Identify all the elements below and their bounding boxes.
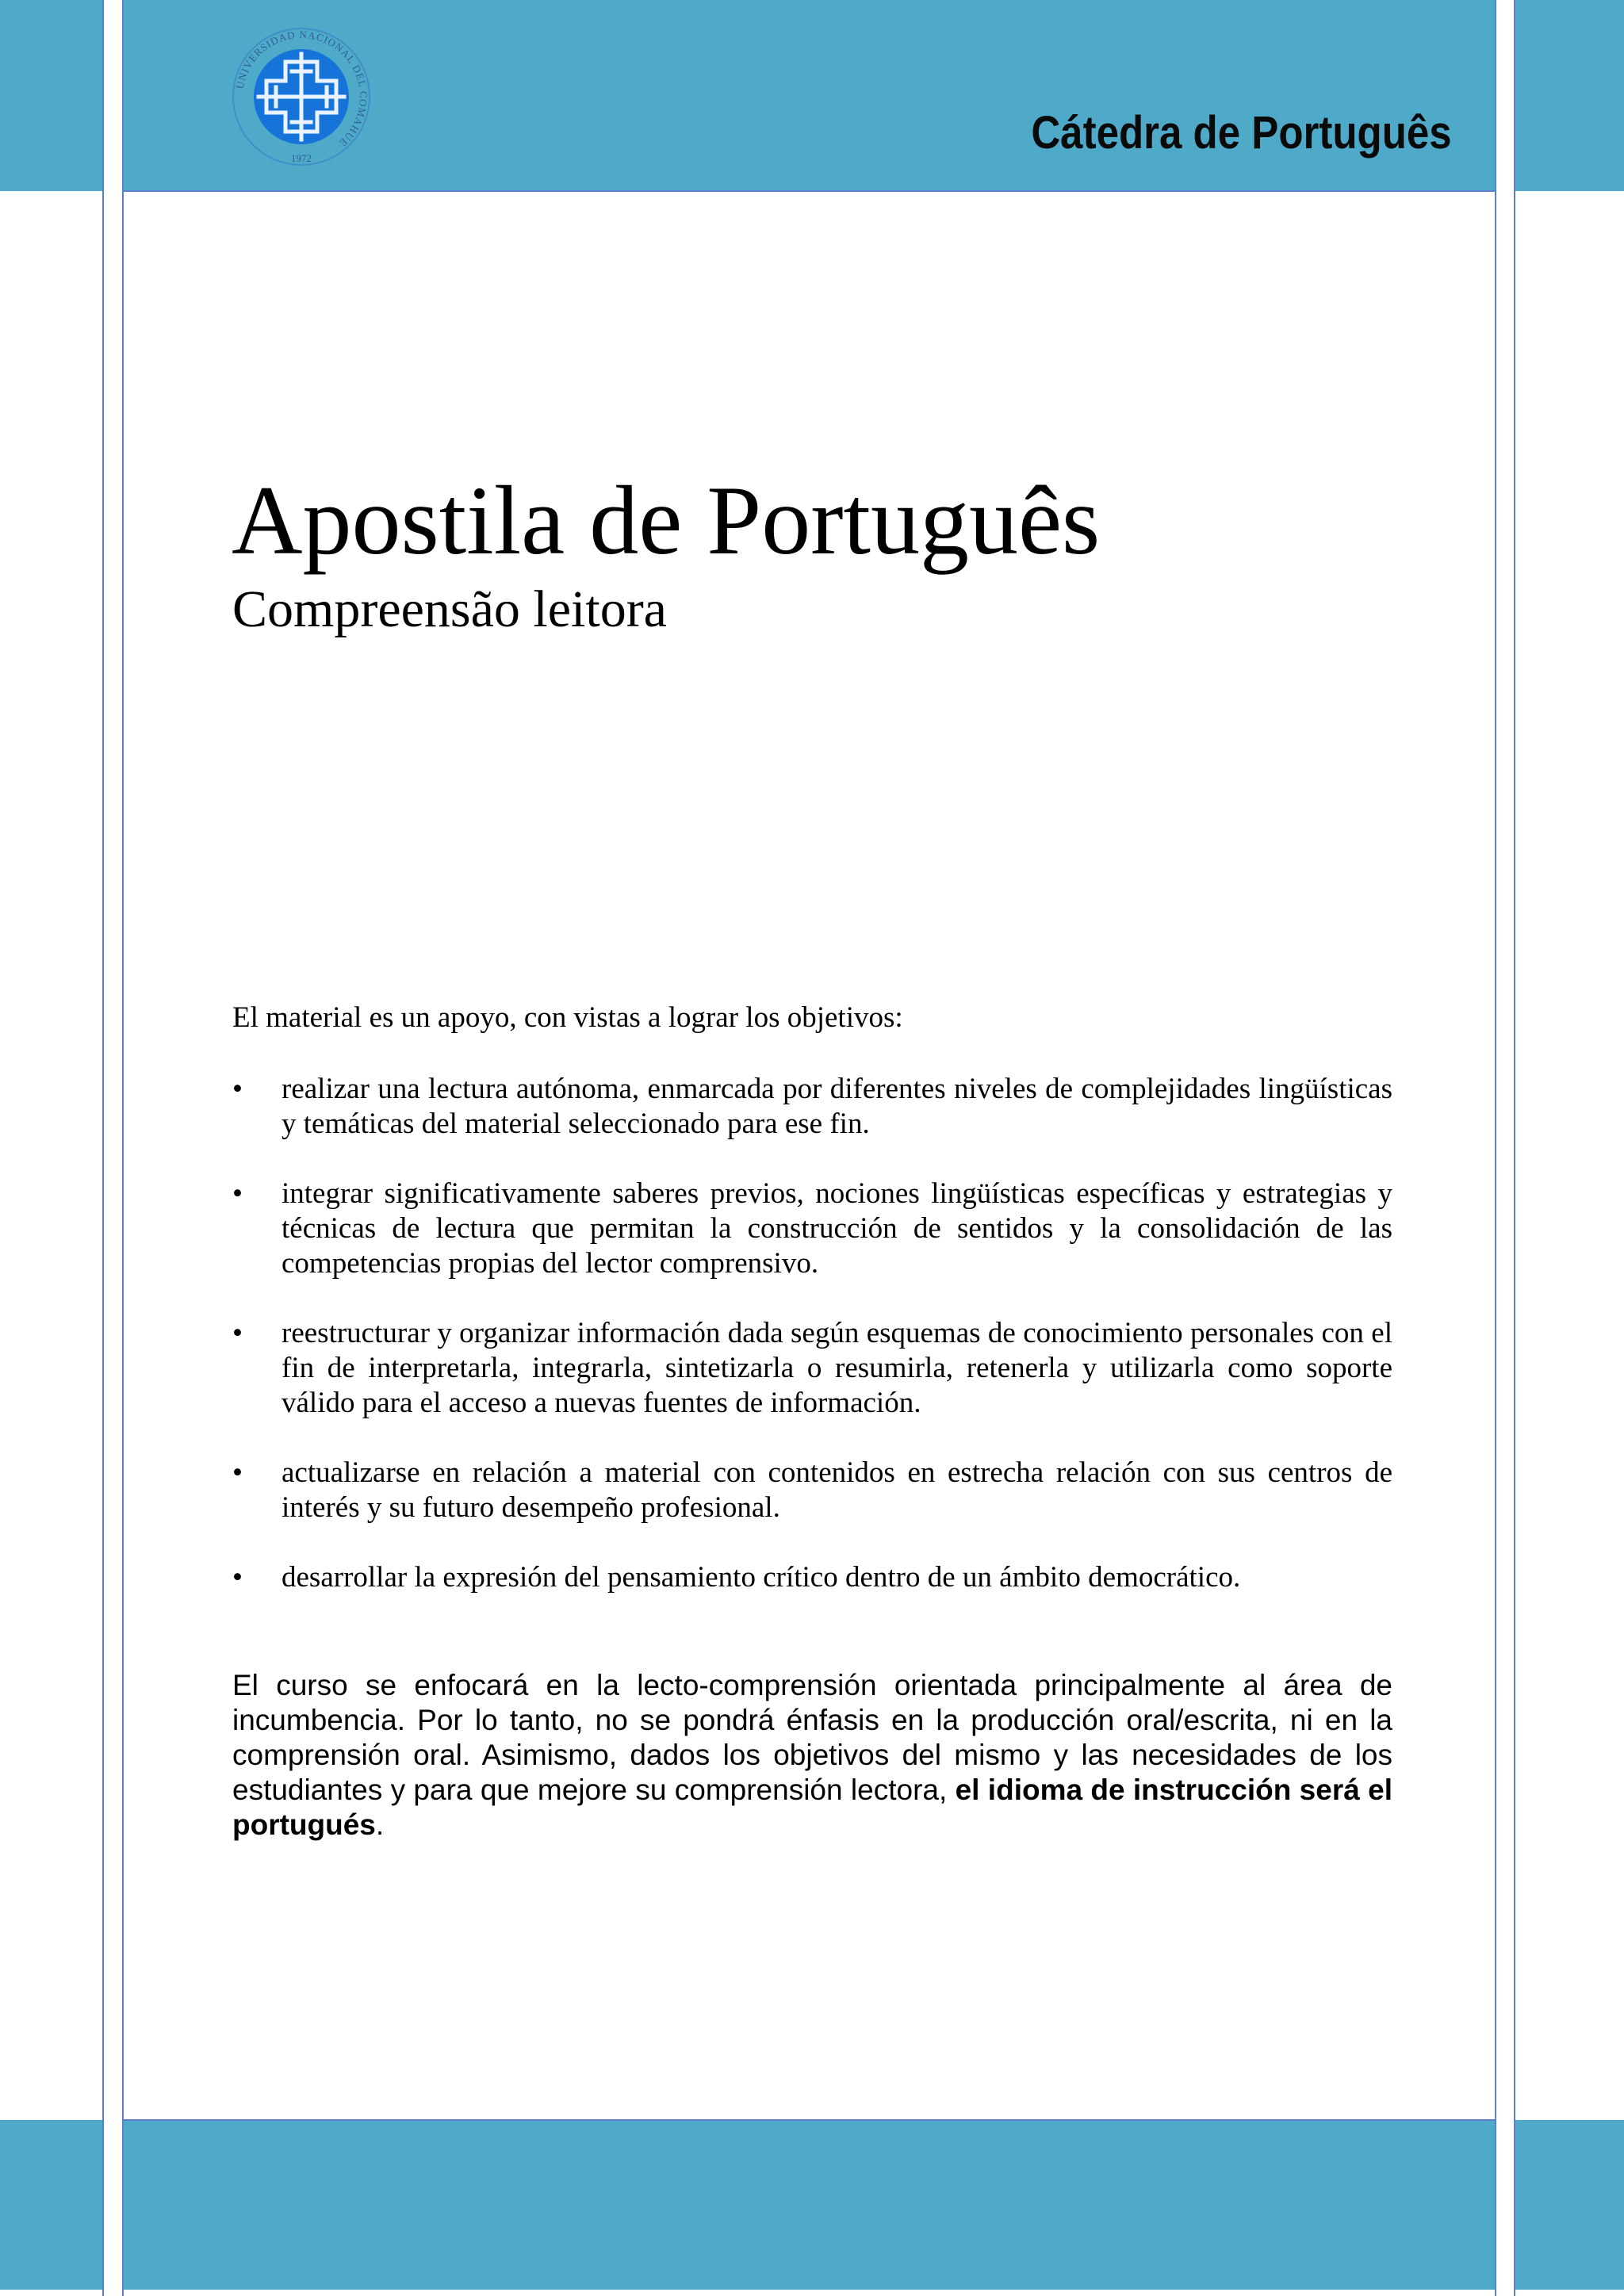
header-band-right (1515, 0, 1624, 191)
bullet-icon: • (232, 1561, 243, 1594)
objective-item (232, 1456, 1392, 1525)
footer-band (124, 2120, 1496, 2290)
university-seal-icon (230, 25, 373, 168)
objective-text: actualizarse en relación a material con contenidos en estrecha relación con sus centros de interés y su futuro desempeño profesional. (282, 1456, 1392, 1524)
bullet-icon: • (232, 1177, 243, 1210)
course-note-emphasis: el idioma de instrucción será el portugués (232, 1774, 1392, 1841)
objective-item (232, 1316, 1392, 1421)
objective-text: desarrollar la expresión del pensamiento crítico dentro de un ámbito democrático. (282, 1561, 1241, 1594)
objective-text: reestructurar y organizar información dada según esquemas de conocimiento personales con el fin de interpretarla, integrarla, sintetizarla o resumirla, retenerla y utilizarla como soporte válido para el acceso a nuevas fuentes de información. (282, 1317, 1392, 1419)
footer-band-right (1515, 2120, 1624, 2290)
bullet-icon: • (232, 1456, 243, 1489)
bullet-icon: • (232, 1073, 243, 1105)
course-note (232, 1668, 1392, 1843)
objective-item (232, 1177, 1392, 1281)
objective-item (232, 1072, 1392, 1142)
course-note-text: El curso se enfocará en la lecto-comprensión orientada principalmente al área de incumbencia. Por lo tanto, no se pondrá énfasis en la producción oral/escrita, ni en la comprensión oral. Asimismo, dados los objetivos del mismo y las necesidades de los estudiantes y para que mejore su comprensión lectora, (232, 1669, 1392, 1806)
footer-band-left (0, 2120, 102, 2290)
bullet-icon: • (232, 1317, 243, 1349)
header-rule (124, 190, 1495, 192)
page-subtitle: Compreensão leitora (232, 580, 667, 638)
objective-text: realizar una lectura autónoma, enmarcada por diferentes niveles de complejidades lingüísticas y temáticas del material seleccionado para ese fin. (282, 1073, 1392, 1140)
course-note-end: . (375, 1808, 385, 1841)
objectives-list (232, 1072, 1392, 1630)
chair-title: Cátedra de Português (1031, 107, 1452, 159)
page-title: Apostila de Português (232, 466, 1101, 575)
objective-item (232, 1560, 1392, 1595)
frame-rule-left-inner (122, 0, 124, 2296)
frame-rule-right-inner (1495, 0, 1496, 2296)
header-band-left (0, 0, 102, 191)
objectives-intro: El material es un apoyo, con vistas a lograr los objetivos: (232, 1001, 903, 1034)
frame-rule-right-outer (1514, 0, 1515, 2296)
seal-ring-text: UNIVERSIDAD NACIONAL DEL COMAHUE (233, 28, 370, 150)
frame-rule-left-outer (102, 0, 104, 2296)
footer-rule (124, 2119, 1495, 2121)
objective-text: integrar significativamente saberes previos, nociones lingüísticas específicas y estrategias y técnicas de lectura que permitan la construcción de sentidos y la consolidación de las competencias propias del lector comprensivo. (282, 1177, 1392, 1280)
seal-year: 1972 (291, 152, 312, 164)
